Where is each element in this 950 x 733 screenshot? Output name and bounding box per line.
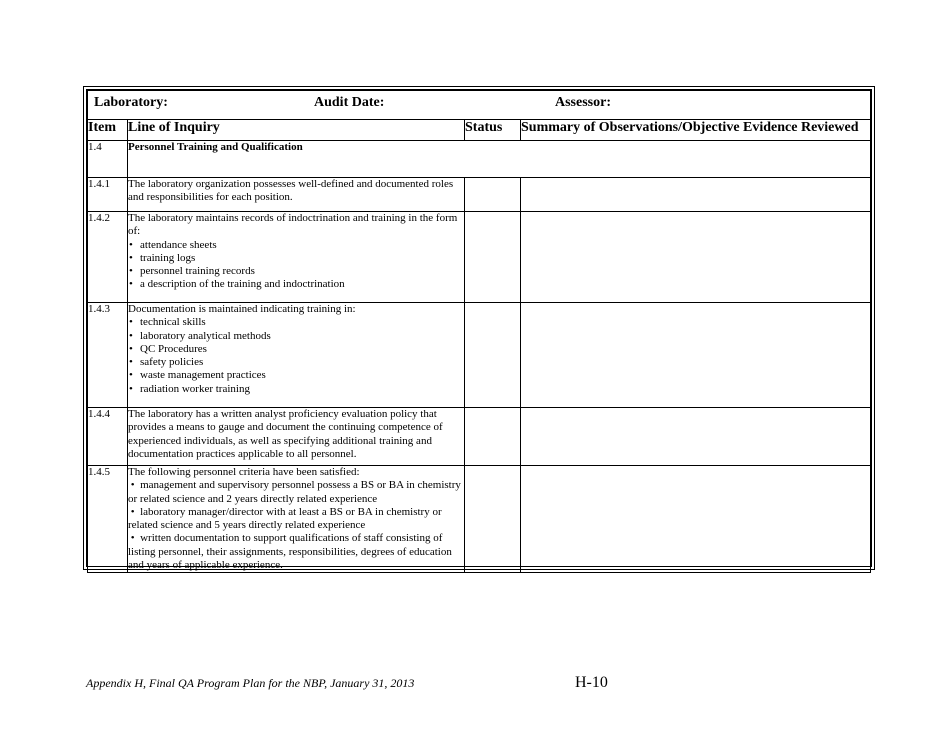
status-column-header: Status xyxy=(465,120,521,141)
table-row xyxy=(88,466,871,573)
footer-document-title: Appendix H, Final QA Program Plan for the NBP, January 31, 2013 xyxy=(86,676,415,690)
inquiry-bullet-list xyxy=(128,316,464,396)
item-number: 1.4.5 xyxy=(88,466,128,573)
inquiry-paragraph: The laboratory maintains records of indoctrination and training in the form of: xyxy=(128,212,458,238)
audit-checklist-table xyxy=(87,90,871,573)
audit-table-frame xyxy=(83,86,875,570)
page-number: H-10 xyxy=(575,674,608,691)
inquiry-text xyxy=(128,178,465,212)
list-item: • safety policies xyxy=(128,356,464,369)
list-item: • technical skills xyxy=(128,316,464,329)
column-header-row xyxy=(88,120,871,141)
summary-cell[interactable] xyxy=(521,212,871,303)
list-item: • radiation worker training xyxy=(128,383,464,396)
item-number: 1.4.2 xyxy=(88,212,128,303)
inquiry-column-header: Line of Inquiry xyxy=(128,120,465,141)
inquiry-paragraph: The following personnel criteria have been satisfied: xyxy=(128,466,360,478)
list-item: • QC Procedures xyxy=(128,343,464,356)
list-item: • a description of the training and indoctrination xyxy=(128,278,464,291)
section-number: 1.4 xyxy=(88,141,128,178)
assessor-label: Assessor: xyxy=(555,95,611,110)
laboratory-label: Laboratory: xyxy=(94,95,168,110)
item-column-header: Item xyxy=(88,120,128,141)
criteria-paragraph: • management and supervisory personnel possess a BS or BA in chemistry or related science and 2 years directly related experience xyxy=(128,479,461,505)
summary-cell[interactable] xyxy=(521,466,871,573)
inquiry-text xyxy=(128,466,465,573)
summary-cell[interactable] xyxy=(521,303,871,408)
table-row xyxy=(88,212,871,303)
item-number: 1.4.4 xyxy=(88,408,128,466)
inquiry-paragraph: The laboratory has a written analyst proficiency evaluation policy that provides a means to gauge and document the continuing competence of experienced individuals, as well as specifying additional training and documentation practices applicable to all personnel. xyxy=(128,408,443,460)
section-row xyxy=(88,141,871,178)
table-row xyxy=(88,408,871,466)
table-row xyxy=(88,178,871,212)
list-item: • personnel training records xyxy=(128,265,464,278)
inquiry-paragraph: Documentation is maintained indicating training in: xyxy=(128,303,356,315)
list-item: • laboratory analytical methods xyxy=(128,330,464,343)
item-number: 1.4.3 xyxy=(88,303,128,408)
status-cell[interactable] xyxy=(465,303,521,408)
status-cell[interactable] xyxy=(465,466,521,573)
section-title: Personnel Training and Qualification xyxy=(128,141,871,178)
inquiry-paragraph: The laboratory organization possesses well-defined and documented roles and responsibilities for each position. xyxy=(128,178,454,204)
audit-header-row xyxy=(88,91,871,120)
status-cell[interactable] xyxy=(465,408,521,466)
table-row xyxy=(88,303,871,408)
inquiry-bullet-list xyxy=(128,239,464,292)
inquiry-text xyxy=(128,212,465,303)
summary-cell[interactable] xyxy=(521,408,871,466)
list-item: • waste management practices xyxy=(128,369,464,382)
list-item: • attendance sheets xyxy=(128,239,464,252)
criteria-paragraph: • laboratory manager/director with at least a BS or BA in chemistry or related science and 5 years directly related experience xyxy=(128,505,442,532)
inquiry-text xyxy=(128,303,465,408)
audit-date-label: Audit Date: xyxy=(314,95,385,110)
status-cell[interactable] xyxy=(465,212,521,303)
item-number: 1.4.1 xyxy=(88,178,128,212)
summary-column-header: Summary of Observations/Objective Evidence Reviewed xyxy=(521,120,871,141)
status-cell[interactable] xyxy=(465,178,521,212)
criteria-paragraph: • written documentation to support qualifications of staff consisting of listing personnel, their assignments, responsibilities, degrees of education and years of applicable experience. xyxy=(128,532,452,572)
summary-cell[interactable] xyxy=(521,178,871,212)
list-item: • training logs xyxy=(128,252,464,265)
inquiry-text xyxy=(128,408,465,466)
